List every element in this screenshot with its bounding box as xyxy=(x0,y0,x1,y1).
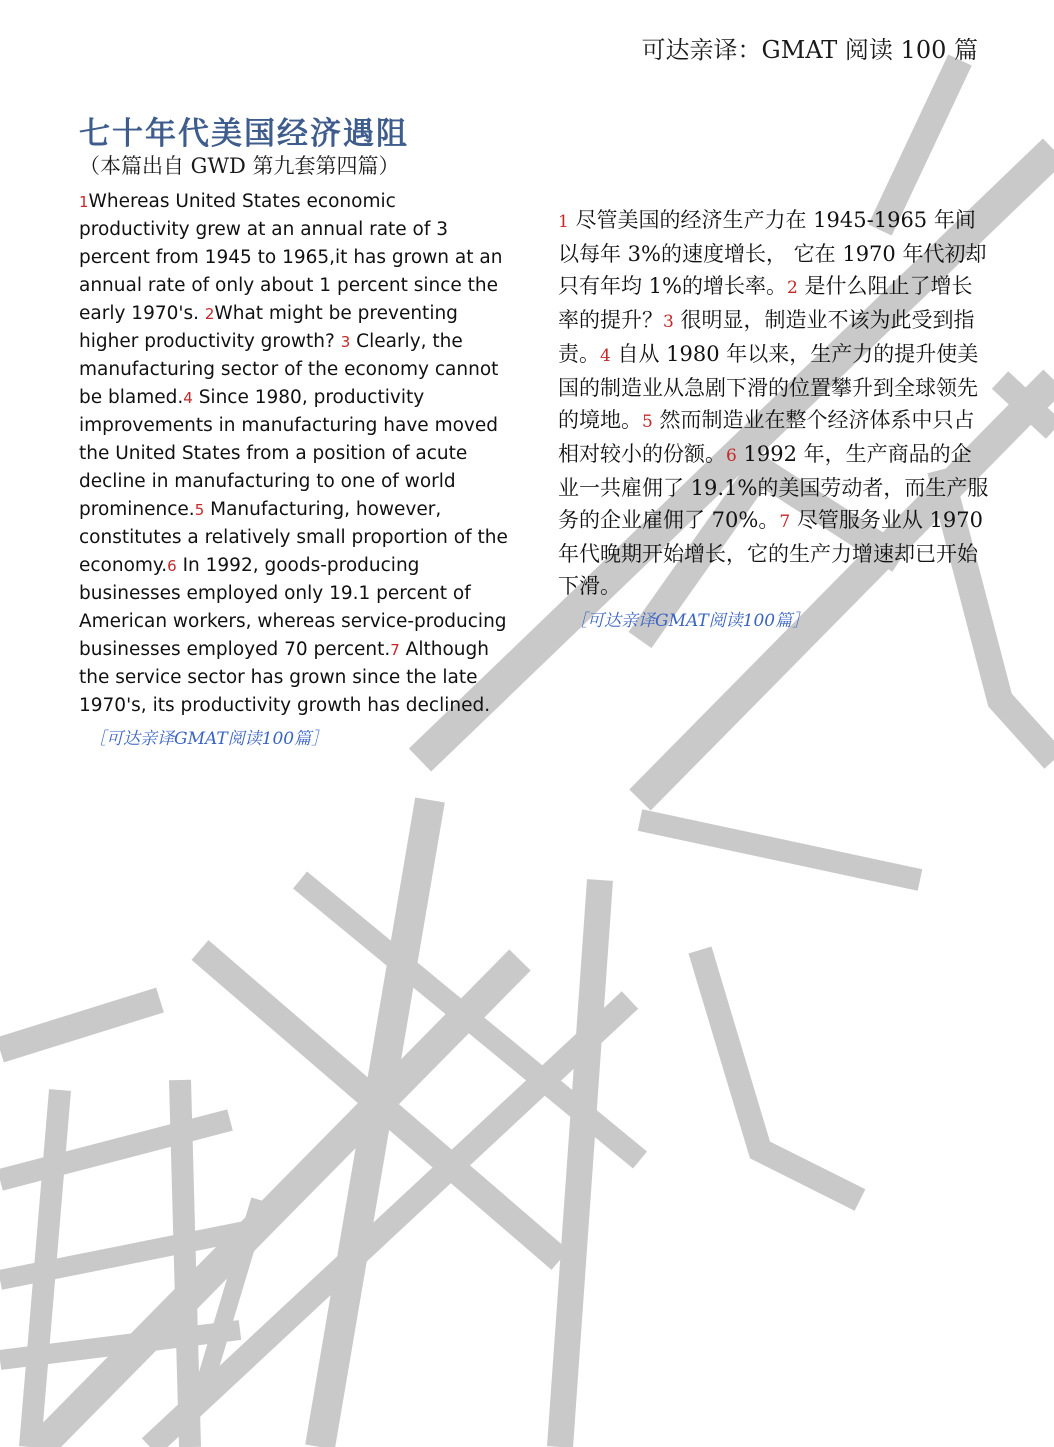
sentence-number: 7 xyxy=(390,641,400,659)
sentence-text: Although the service sector has grown since the late 1970's, its productivity growth has declined. xyxy=(79,639,491,716)
sentence-number: 6 xyxy=(167,557,177,575)
sentence-text: 1992 年，生产商品的企业一共雇佣了 19.1%的美国劳动者，而生产服务的企业雇佣了 70%。 xyxy=(558,442,989,532)
sentence-text: Manufacturing, however, constitutes a relatively small proportion of the economy. xyxy=(79,499,508,576)
english-passage xyxy=(79,188,509,754)
sentence-text: 然而制造业在整个经济体系中只占相对较小的份额。 xyxy=(558,408,975,466)
sentence-text: What might be preventing higher productivity growth? xyxy=(79,303,458,352)
sentence-text: Since 1980, productivity improvements in manufacturing have moved the United States from a position of acute decline in manufacturing to one of world prominence. xyxy=(79,387,498,520)
article-title: 七十年代美国经济遇阻 xyxy=(79,116,409,152)
sentence-number: 5 xyxy=(194,501,205,519)
sentence-text: 尽管服务业从 1970 年代晚期开始增长，它的生产力增速却已开始下滑。 xyxy=(558,508,983,598)
sentence-text: Clearly, the manufacturing sector of the economy cannot be blamed. xyxy=(79,331,499,408)
sentence-number: 5 xyxy=(642,412,653,432)
sentence-text: 自从 1980 年以来，生产力的提升使美国的制造业从急剧下滑的位置攀升到全球领先的境地。 xyxy=(558,342,979,432)
sentence-number: 3 xyxy=(340,333,351,351)
sentence-text: Whereas United States economic productivity grew at an annual rate of 3 percent from 1945 to 1965,it has grown at an annual rate of only about 1 percent since the early 1970's. xyxy=(79,191,503,324)
sentence-number: 3 xyxy=(663,312,674,332)
sentence-number: 4 xyxy=(183,389,193,407)
chinese-translation xyxy=(558,204,990,636)
source-credit-chinese: ［可达亲译GMAT阅读100篇］ xyxy=(570,611,810,631)
sentence-text: In 1992, goods-producing businesses employed only 19.1 percent of American workers, whereas service-producing businesses employed 70 percent. xyxy=(79,555,507,660)
source-credit-english: ［可达亲译GMAT阅读100篇］ xyxy=(89,729,329,749)
sentence-number: 6 xyxy=(726,446,737,466)
running-header: 可达亲译：GMAT 阅读 100 篇 xyxy=(641,36,978,64)
sentence-text: 很明显，制造业不该为此受到指责。 xyxy=(558,308,975,366)
sentence-text: 是什么阻止了增长率的提升？ xyxy=(558,274,973,332)
sentence-number: 1 xyxy=(558,212,569,232)
sentence-number: 2 xyxy=(787,278,798,298)
sentence-number: 1 xyxy=(79,193,89,211)
sentence-number: 4 xyxy=(600,346,611,366)
sentence-text: 尽管美国的经济生产力在 1945-1965 年间以每年 3%的速度增长， 它在 1970 年代初却只有年均 1%的增长率。 xyxy=(558,208,987,298)
sentence-number: 7 xyxy=(779,512,791,532)
article-subtitle: （本篇出自 GWD 第九套第四篇） xyxy=(79,154,400,178)
sentence-number: 2 xyxy=(204,305,215,323)
